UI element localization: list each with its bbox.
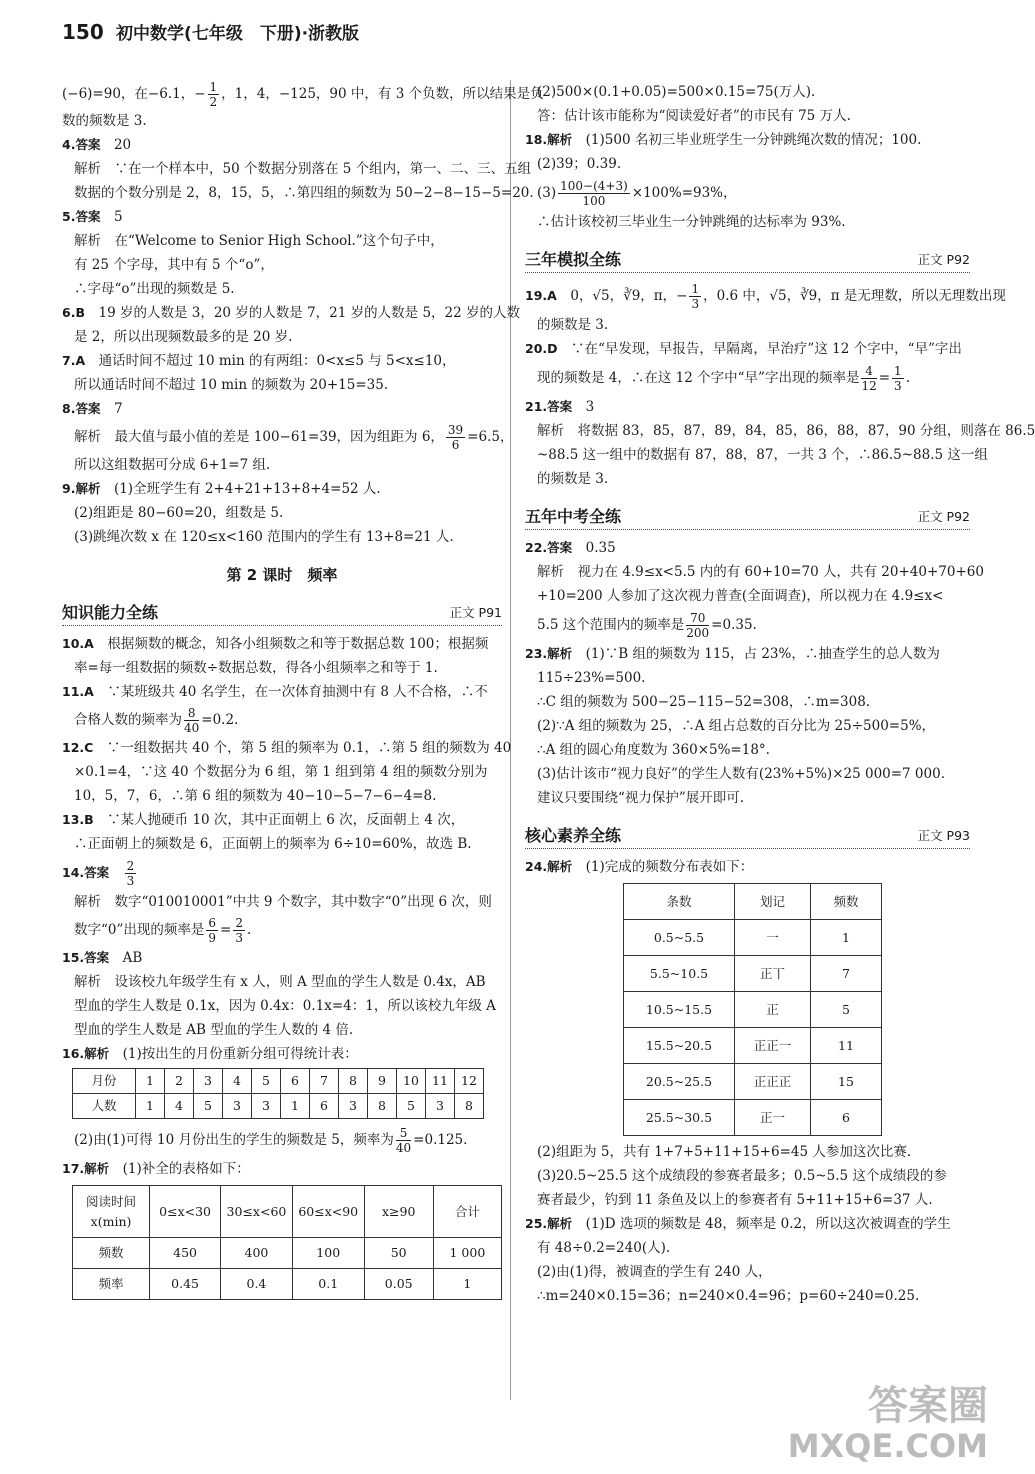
text-line: 115÷23%=500. [537, 670, 646, 686]
answer-10 [62, 632, 502, 656]
text-span: 21.答案 [525, 399, 573, 414]
text-span: 9 [208, 931, 217, 945]
table-cell: 7 [811, 956, 882, 992]
fraction [125, 859, 137, 888]
text-line: 率=每一组数据的频数÷数据总数，得各小组频率之和等于 1. [74, 660, 438, 676]
text-line: ∴C 组的频数为 500−25−115−52=308，∴m=308. [537, 694, 871, 710]
text-span: 3 [894, 379, 902, 393]
text-line: 答：估计该市能称为“阅读爱好者”的市民有 75 万人. [537, 108, 851, 124]
text-span: 数字“0”出现的频率是 [74, 922, 205, 938]
table-cell: 4 [223, 1069, 252, 1094]
text-line [62, 421, 514, 453]
table-cell: 划记 [735, 884, 811, 920]
text-span: 24.解析 [525, 859, 573, 874]
text-span: 通话时间不超过 10 min 的有两组：0<x≤5 与 5<x≤10， [98, 353, 456, 369]
answer-24 [525, 855, 970, 879]
text-span: 12.C [62, 740, 94, 755]
text-span: 3 [126, 874, 135, 888]
fraction [689, 282, 701, 311]
right-column [525, 80, 1035, 1308]
table-cell: 15 [811, 1064, 882, 1100]
answer-15 [62, 946, 502, 970]
text-span: 9.解析 [62, 481, 101, 496]
text-span: ∵某班级共 40 名学生，在一次体育抽测中有 8 人不合格，∴不 [107, 684, 488, 700]
reading-time-table [72, 1185, 502, 1300]
table-cell: 3 [252, 1094, 281, 1119]
table-cell: 正丅 [735, 956, 811, 992]
text-span: = [220, 922, 232, 938]
table-cell [73, 1186, 150, 1238]
month-table [72, 1068, 484, 1119]
text-span: (1)全班学生有 2+4+21+13+8+4=52 人. [113, 481, 381, 497]
table-row [73, 1069, 484, 1094]
table-cell: 1 [136, 1094, 165, 1119]
text-span: ∵某人抛硬币 10 次，其中正面朝上 6 次，反面朝上 4 次， [107, 812, 465, 828]
text-line: ∴估计该校初三毕业生一分钟跳绳的达标率为 93%. [537, 214, 846, 230]
text-span: 正文 P92 [917, 509, 970, 524]
table-cell: 频数 [73, 1238, 150, 1269]
table-cell: 1 [136, 1069, 165, 1094]
text-span: 知识能力全练 [62, 603, 159, 622]
table-cell: 正一 [735, 1100, 811, 1136]
text-span: 25.解析 [525, 1216, 573, 1231]
fraction [208, 80, 220, 109]
text-span: 22.答案 [525, 540, 573, 555]
text-span: (1)完成的频数分布表如下： [585, 859, 754, 875]
text-line: 的频数是 3. [537, 471, 609, 487]
table-row [73, 1186, 502, 1238]
table-cell: 11 [811, 1028, 882, 1064]
answer-16 [62, 1042, 502, 1066]
text-span: ×100%=93%， [631, 185, 737, 201]
text-span: AB [122, 950, 143, 966]
text-span: = [878, 370, 891, 386]
text-span: =6.5， [467, 429, 514, 445]
table-cell: 5 [397, 1094, 426, 1119]
fraction [558, 179, 630, 208]
text-span: ，0.6 中，√5，∛9，π 是无理数，所以无理数出现 [703, 288, 1006, 304]
table-cell: 30≤x<60 [221, 1186, 293, 1238]
text-line: 数的频数是 3. [62, 113, 147, 129]
text-line: 数据的个数分别是 2，8，15，5，∴第四组的频数为 50−2−8−15−5=20. [74, 185, 534, 201]
text-span: (1)按出生的月份重新分组可得统计表： [122, 1046, 358, 1062]
answer-17 [62, 1157, 502, 1181]
text-span: 阅读时间 [86, 1193, 137, 1209]
frequency-table [623, 883, 882, 1136]
table-cell: 3 [194, 1069, 223, 1094]
text-span: MXQE.COM [787, 1427, 988, 1465]
table-cell: 20.5~25.5 [624, 1064, 735, 1100]
table-cell: 100 [292, 1238, 364, 1269]
text-line: ∴A 组的圆心角度数为 360×5%=18°. [537, 742, 770, 758]
lesson-title: 第 2 课时 频率 [226, 566, 338, 584]
table-cell: 人数 [73, 1094, 136, 1119]
text-line: 解析 设该校九年级学生有 x 人，则 A 型血的学生人数是 0.4x，AB [74, 974, 486, 990]
answer-13 [62, 808, 502, 832]
text-span: 10.A [62, 636, 94, 651]
text-span: 20 [113, 137, 132, 153]
table-cell: 3 [426, 1094, 455, 1119]
text-line: 10，5，7，6，∴第 6 组的频数为 40−10−5−7−6−4=8. [74, 788, 437, 804]
table-cell: 6 [281, 1069, 310, 1094]
text-span: (−6)=90，在−6.1，− [62, 86, 206, 102]
table-cell: 0.4 [221, 1269, 293, 1300]
text-span: 4 [861, 364, 876, 379]
answer-23 [525, 642, 970, 666]
text-line [525, 608, 970, 642]
text-line: (2)组距是 80−60=20，组数是 5. [74, 505, 284, 521]
text-line: 有 25 个字母，其中有 5 个“o”， [74, 257, 274, 273]
table-cell: 0.1 [292, 1269, 364, 1300]
text-line: ×0.1=4，∵这 40 个数据分为 6 组，第 1 组到第 4 组的频数分别为 [74, 764, 488, 780]
text-span: 1 [209, 80, 218, 94]
text-line: 解析 数字“010010001”中共 9 个数字，其中数字“0”出现 6 次，则 [74, 894, 492, 910]
table-cell: 25.5~30.5 [624, 1100, 735, 1136]
answer-8 [62, 397, 502, 421]
text-line: ~88.5 这一组中的数据有 87，88，87，一共 3 个，∴86.5~88.5 这一组 [537, 447, 988, 463]
text-span: . [905, 370, 910, 386]
table-cell: 400 [221, 1238, 293, 1269]
text-span: 70 [686, 611, 709, 626]
table-cell: 频数 [811, 884, 882, 920]
table-cell: 1 [433, 1269, 501, 1300]
text-line: (2)组距为 5，共有 1+7+5+11+15+6=45 人参加这次比赛. [537, 1144, 912, 1160]
text-span: (1)补全的表格如下： [122, 1161, 250, 1177]
text-span: 现的频数是 4，∴在这 12 个字中“早”字出现的频率是 [537, 370, 860, 386]
text-line: 解析 ∵在一个样本中，50 个数据分别落在 5 个组内，第一、二、三、五组 [74, 161, 532, 177]
text-span: 6 [451, 438, 460, 452]
text-span: 19.A [525, 288, 557, 303]
table-row [73, 1094, 484, 1119]
table-row [624, 884, 882, 920]
fraction [446, 423, 465, 452]
text-span: 7 [113, 401, 123, 417]
text-span: 核心素养全练 [525, 826, 622, 845]
text-span: ∵在“早发现，早报告，早隔离，早治疗”这 12 个字中，“早”字出 [571, 341, 962, 357]
text-line [62, 704, 502, 736]
text-line: ∴正面朝上的频数是 6，正面朝上的频率为 6÷10=60%，故选 B. [74, 836, 472, 852]
table-row [73, 1269, 502, 1300]
text-line: 所以通话时间不超过 10 min 的频数为 20+15=35. [74, 377, 389, 393]
table-cell: 50 [364, 1238, 433, 1269]
answer-14 [62, 856, 502, 890]
table-cell: 1 [811, 920, 882, 956]
text-span: 6 [208, 916, 217, 930]
text-span: 23.解析 [525, 646, 573, 661]
text-line [62, 1123, 502, 1157]
text-line: 是 2，所以出现频数最多的是 20 岁. [74, 329, 293, 345]
text-span: 5.5 这个范围内的频率是 [537, 617, 685, 633]
table-cell: 0.05 [364, 1269, 433, 1300]
section-header [62, 595, 502, 626]
book-title: 初中数学(七年级 下册)·浙教版 [116, 24, 360, 44]
text-line: 型血的学生人数是 0.1x，因为 0.4x：0.1x=4：1，所以该校九年级 A [74, 998, 496, 1014]
table-cell: 8 [368, 1094, 397, 1119]
page-number: 150 [62, 20, 104, 44]
text-span: 100−(4+3) [560, 179, 628, 193]
table-cell: 7 [310, 1069, 339, 1094]
text-line: ∴字母“o”出现的频数是 5. [74, 281, 235, 297]
table-cell: 正正一 [735, 1028, 811, 1064]
answer-9 [62, 477, 502, 501]
text-span: =0.35. [711, 617, 757, 633]
table-cell: 0≤x<30 [150, 1186, 221, 1238]
answer-12 [62, 736, 512, 760]
table-cell: 8 [455, 1094, 484, 1119]
text-line [62, 914, 502, 946]
page-header [62, 20, 962, 60]
text-line: 所以这组数据可分成 6+1=7 组. [74, 457, 271, 473]
table-cell: 9 [368, 1069, 397, 1094]
text-line [525, 176, 970, 210]
text-span: 2 [235, 916, 243, 930]
table-cell: 3 [339, 1094, 368, 1119]
text-line: 的频数是 3. [537, 317, 609, 333]
text-span: =0.125. [413, 1132, 468, 1148]
text-line: +10=200 人参加了这次视力普查(全面调查)，所以视力在 4.9≤x< [537, 588, 944, 604]
table-cell: 15.5~20.5 [624, 1028, 735, 1064]
text-span: 正文 P93 [917, 828, 970, 843]
text-span: 19 岁的人数是 3，20 岁的人数是 7，21 岁的人数是 5，22 岁的人数 [98, 305, 521, 321]
table-cell: 5 [252, 1069, 281, 1094]
table-row [624, 956, 882, 992]
text-span: 40 [184, 721, 200, 735]
table-cell: 1 000 [433, 1238, 501, 1269]
text-span: 11.A [62, 684, 94, 699]
table-cell: 10 [397, 1069, 426, 1094]
text-span: 合格人数的频率为 [74, 712, 182, 728]
text-line: 型血的学生人数是 AB 型血的学生人数的 4 倍. [74, 1022, 354, 1038]
text-line: (2)∵A 组的频数为 25，∴A 组占总数的百分比为 25÷500=5%， [537, 718, 936, 734]
answer-4 [62, 133, 502, 157]
section-header [525, 499, 970, 530]
text-line [525, 361, 970, 395]
text-line: (3)20.5~25.5 这个成绩段的参赛者最多；0.5~5.5 这个成绩段的参 [537, 1168, 947, 1184]
table-cell: 条数 [624, 884, 735, 920]
text-span: 2 [209, 95, 218, 109]
text-span: x(min) [90, 1213, 132, 1229]
fraction [206, 916, 218, 945]
table-row [73, 1238, 502, 1269]
table-cell: 2 [165, 1069, 194, 1094]
answer-20 [525, 337, 970, 361]
text-span: 根据频数的概念，知各小组频数之和等于数据总数 100；根据频 [107, 636, 489, 652]
table-cell: 正 [735, 992, 811, 1028]
text-span: 五年中考全练 [525, 507, 622, 526]
text-line: 解析 在“Welcome to Senior High School.”这个句子中， [74, 233, 444, 249]
text-span: =0.2. [201, 712, 239, 728]
text-span: 3 [585, 399, 595, 415]
text-span: 100 [582, 194, 606, 208]
text-span: (1)D 选项的频数是 48，频率是 0.2，所以这次被调查的学生 [585, 1216, 951, 1232]
text-span: 解析 最大值与最小值的差是 100−61=39，因为组距为 6， [74, 429, 444, 445]
answer-5 [62, 205, 502, 229]
answer-22 [525, 536, 970, 560]
table-row [624, 992, 882, 1028]
text-line: (3)跳绳次数 x 在 120≤x<160 范围内的学生有 13+8=21 人. [74, 529, 454, 545]
table-cell: 6 [310, 1094, 339, 1119]
text-span: 39 [447, 423, 464, 437]
table-cell: 5.5~10.5 [624, 956, 735, 992]
text-span: 0，√5，∛9，π，− [570, 288, 688, 304]
answer-11 [62, 680, 502, 704]
table-cell: 10.5~15.5 [624, 992, 735, 1028]
text-line: 解析 将数据 83，85，87，89，84，85，86，88，87，90 分组，则落在 86.5 [537, 423, 1035, 439]
text-span: 3 [235, 931, 243, 945]
text-line: (2)由(1)得，被调查的学生有 240 人， [537, 1264, 772, 1280]
text-span: 12 [861, 379, 877, 393]
table-cell: x≥90 [364, 1186, 433, 1238]
text-span: 1 [691, 282, 700, 296]
text-span: ∵一组数据共 40 个，第 5 组的频率为 0.1，∴第 5 组的频数为 40 [106, 740, 512, 756]
table-cell: 60≤x<90 [292, 1186, 364, 1238]
text-span: 17.解析 [62, 1161, 110, 1176]
fraction [233, 916, 245, 945]
table-cell: 0.5~5.5 [624, 920, 735, 956]
text-span: (3) [537, 185, 557, 201]
fraction [861, 364, 876, 393]
text-span: 1 [894, 364, 902, 378]
text-span: 5 [396, 1126, 411, 1141]
text-span: 正文 P92 [917, 252, 970, 267]
section-header [525, 242, 970, 273]
text-line: (2)39；0.39. [537, 156, 622, 172]
table-cell: 0.45 [150, 1269, 221, 1300]
table-cell: 5 [811, 992, 882, 1028]
text-span: (1)∵B 组的频数为 115，占 23%，∴抽查学生的总人数为 [585, 646, 940, 662]
table-cell: 一 [735, 920, 811, 956]
text-span: (1)500 名初三毕业班学生一分钟跳绳次数的情况；100. [585, 132, 922, 148]
text-span: (2)由(1)可得 10 月份出生的学生的频数是 5，频率为 [74, 1132, 394, 1148]
text-span: 40 [395, 1141, 412, 1155]
text-span: . [247, 922, 252, 938]
text-line [62, 80, 544, 109]
text-span: 15.答案 [62, 950, 110, 965]
text-line: (3)估计该市“视力良好”的学生人数有(23%+5%)×25 000=7 000. [537, 766, 945, 782]
text-span: 5.答案 [62, 209, 101, 224]
table-row [624, 920, 882, 956]
fraction [184, 706, 199, 735]
text-span: 14.答案 [62, 865, 110, 880]
text-span: 0.35 [585, 540, 616, 556]
text-span: 3 [691, 297, 700, 311]
section-header [525, 818, 970, 849]
text-span: 2 [126, 859, 135, 873]
text-line: (2)500×(0.1+0.05)=500×0.15=75(万人). [537, 84, 816, 100]
answer-21 [525, 395, 970, 419]
watermark-logo [787, 1383, 988, 1466]
fraction [686, 611, 709, 640]
text-span: 13.B [62, 812, 94, 827]
text-span: ，1，4，−125，90 中，有 3 个负数，所以结果是负 [221, 86, 544, 102]
text-line: ∴m=240×0.15=36；n=240×0.4=96；p=60÷240=0.25. [537, 1288, 920, 1304]
text-span: 16.解析 [62, 1046, 110, 1061]
text-span: 答案圈 [868, 1383, 988, 1429]
answer-7 [62, 349, 502, 373]
table-cell: 11 [426, 1069, 455, 1094]
answer-18 [525, 128, 970, 152]
table-cell: 频率 [73, 1269, 150, 1300]
text-line: 解析 视力在 4.9≤x<5.5 内的有 60+10=70 人，共有 20+40+70+60 [537, 564, 984, 580]
text-span: 8 [184, 706, 199, 721]
text-span: 4.答案 [62, 137, 101, 152]
table-cell: 5 [194, 1094, 223, 1119]
text-span: 200 [686, 626, 710, 640]
table-row [624, 1100, 882, 1136]
text-line: 建议只要围绕“视力保护”展开即可. [537, 790, 745, 806]
text-span: 5 [113, 209, 123, 225]
text-span: 6.B [62, 305, 85, 320]
answer-19 [525, 279, 1006, 313]
text-span: 8.答案 [62, 401, 101, 416]
table-cell: 月份 [73, 1069, 136, 1094]
table-cell: 4 [165, 1094, 194, 1119]
text-span: 18.解析 [525, 132, 573, 147]
fraction [396, 1126, 411, 1155]
fraction [892, 364, 904, 393]
answer-25 [525, 1212, 970, 1236]
answer-6 [62, 301, 521, 325]
text-span: 三年模拟全练 [525, 250, 622, 269]
table-cell: 12 [455, 1069, 484, 1094]
text-line: 有 48÷0.2=240(人). [537, 1240, 671, 1256]
text-line: 赛者最少，钓到 11 条鱼及以上的参赛者有 5+11+15+6=37 人. [537, 1192, 933, 1208]
table-cell: 合计 [433, 1186, 501, 1238]
table-cell: 8 [339, 1069, 368, 1094]
table-row [624, 1064, 882, 1100]
table-cell: 6 [811, 1100, 882, 1136]
text-span: 20.D [525, 341, 558, 356]
table-row [624, 1028, 882, 1064]
table-cell: 3 [223, 1094, 252, 1119]
table-cell: 正正正 [735, 1064, 811, 1100]
table-cell: 450 [150, 1238, 221, 1269]
table-cell: 1 [281, 1094, 310, 1119]
text-span: 7.A [62, 353, 86, 368]
text-span: 正文 P91 [449, 605, 502, 620]
